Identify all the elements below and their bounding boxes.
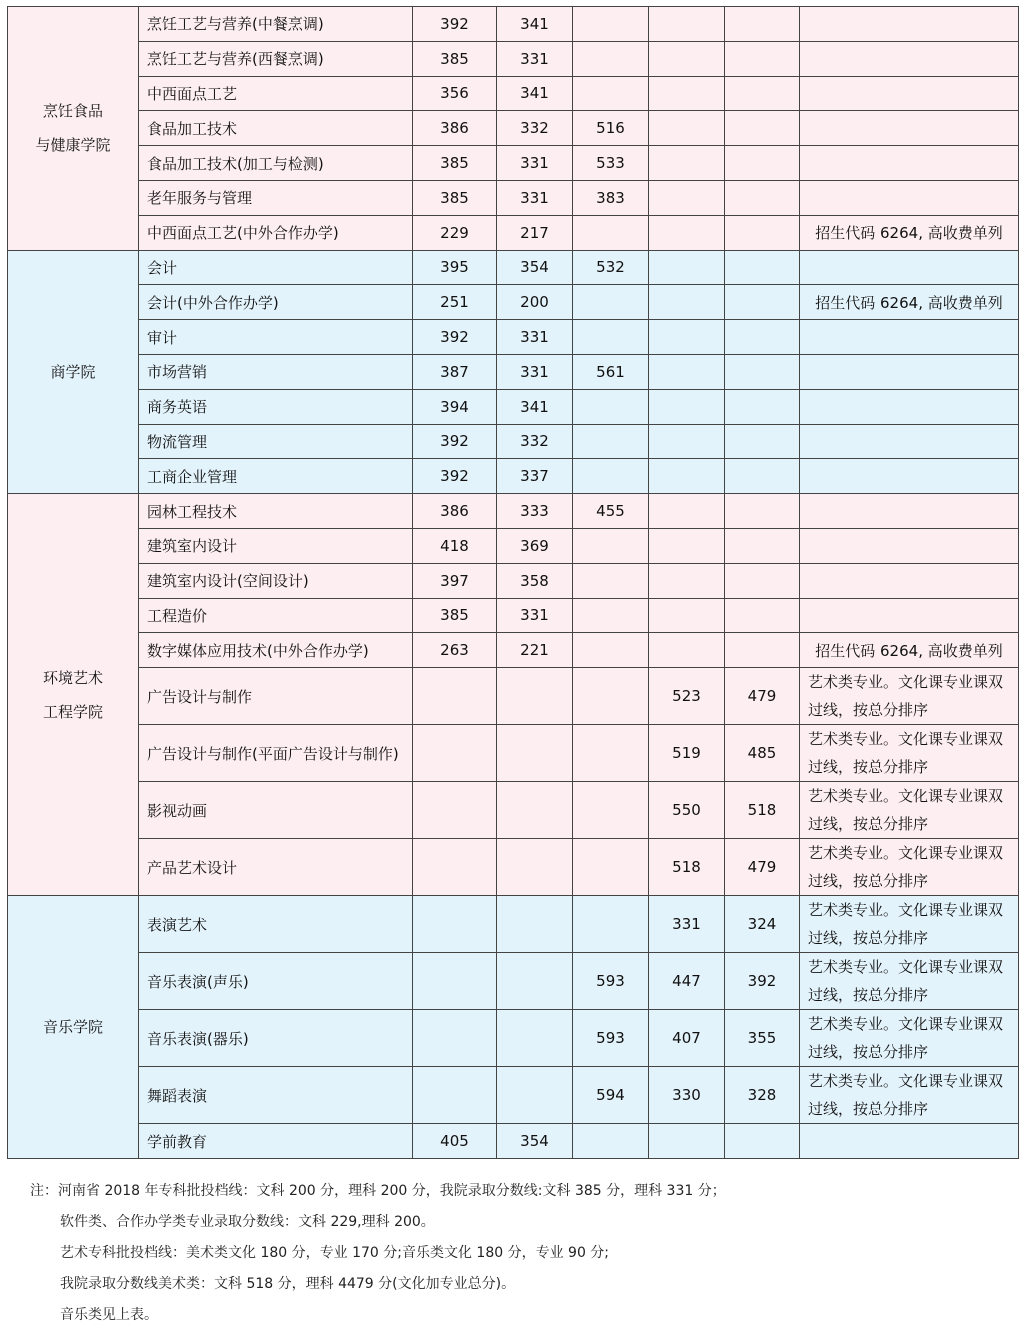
table-row [8, 354, 1019, 389]
score-wen: 229 [413, 215, 497, 250]
score-li: 369 [497, 528, 573, 563]
score-col3 [573, 1124, 649, 1159]
score-wen [413, 782, 497, 839]
score-li [497, 1067, 573, 1124]
major-name: 审计 [139, 320, 413, 355]
score-li [497, 725, 573, 782]
score-col5 [725, 494, 800, 529]
score-wen: 392 [413, 424, 497, 459]
remark [800, 7, 1019, 42]
remark [800, 563, 1019, 598]
score-li: 332 [497, 424, 573, 459]
table-row [8, 7, 1019, 42]
major-name: 广告设计与制作 [139, 668, 413, 725]
score-col4 [649, 494, 725, 529]
score-col3: 383 [573, 180, 649, 215]
major-name: 商务英语 [139, 389, 413, 424]
score-wen: 392 [413, 7, 497, 42]
score-col3 [573, 320, 649, 355]
score-col3 [573, 725, 649, 782]
table-row [8, 494, 1019, 529]
score-col5 [725, 528, 800, 563]
table-row [8, 41, 1019, 76]
table-row [8, 146, 1019, 181]
score-wen [413, 725, 497, 782]
score-li [497, 953, 573, 1010]
remark [800, 76, 1019, 111]
major-name: 会计 [139, 250, 413, 285]
remark [800, 41, 1019, 76]
table-row [8, 111, 1019, 146]
score-col4: 331 [649, 896, 725, 953]
remark: 艺术类专业。文化课专业课双过线，按总分排序 [800, 896, 1019, 953]
score-col5 [725, 598, 800, 633]
score-col3 [573, 782, 649, 839]
major-name: 学前教育 [139, 1124, 413, 1159]
score-col4: 330 [649, 1067, 725, 1124]
score-wen: 251 [413, 285, 497, 320]
score-col4 [649, 1124, 725, 1159]
major-name: 数字媒体应用技术(中外合作办学) [139, 633, 413, 668]
score-col4: 518 [649, 839, 725, 896]
score-wen: 387 [413, 354, 497, 389]
score-li: 333 [497, 494, 573, 529]
remark: 艺术类专业。文化课专业课双过线，按总分排序 [800, 782, 1019, 839]
remark [800, 389, 1019, 424]
score-col5 [725, 285, 800, 320]
major-name: 中西面点工艺(中外合作办学) [139, 215, 413, 250]
score-li [497, 668, 573, 725]
score-wen: 405 [413, 1124, 497, 1159]
score-col3 [573, 7, 649, 42]
score-col5 [725, 354, 800, 389]
major-name: 烹饪工艺与营养(中餐烹调) [139, 7, 413, 42]
remark [800, 320, 1019, 355]
score-col3 [573, 285, 649, 320]
table-row [8, 1124, 1019, 1159]
score-wen: 386 [413, 111, 497, 146]
score-li: 200 [497, 285, 573, 320]
note-line: 音乐类见上表。 [60, 1307, 158, 1323]
score-li: 332 [497, 111, 573, 146]
remark [800, 111, 1019, 146]
score-col4: 447 [649, 953, 725, 1010]
table-row [8, 782, 1019, 839]
remark: 艺术类专业。文化课专业课双过线，按总分排序 [800, 953, 1019, 1010]
score-col5 [725, 7, 800, 42]
major-name: 烹饪工艺与营养(西餐烹调) [139, 41, 413, 76]
remark [800, 146, 1019, 181]
score-col4 [649, 215, 725, 250]
score-col5 [725, 180, 800, 215]
score-col3: 561 [573, 354, 649, 389]
score-col4 [649, 111, 725, 146]
score-col3: 533 [573, 146, 649, 181]
table-row [8, 180, 1019, 215]
table-row [8, 320, 1019, 355]
table-row [8, 725, 1019, 782]
score-col5 [725, 1124, 800, 1159]
major-name: 中西面点工艺 [139, 76, 413, 111]
table-row [8, 839, 1019, 896]
remark [800, 528, 1019, 563]
score-col3 [573, 633, 649, 668]
score-col3 [573, 528, 649, 563]
score-col5 [725, 76, 800, 111]
score-wen: 385 [413, 180, 497, 215]
score-col3: 516 [573, 111, 649, 146]
score-col4 [649, 354, 725, 389]
major-name: 会计(中外合作办学) [139, 285, 413, 320]
score-col5 [725, 459, 800, 494]
score-wen [413, 1067, 497, 1124]
score-wen: 392 [413, 459, 497, 494]
score-li: 354 [497, 1124, 573, 1159]
major-name: 影视动画 [139, 782, 413, 839]
score-li: 217 [497, 215, 573, 250]
table-row [8, 285, 1019, 320]
score-col5: 355 [725, 1010, 800, 1067]
college-name: 音乐学院 [8, 896, 139, 1159]
major-name: 建筑室内设计(空间设计) [139, 563, 413, 598]
score-col4: 523 [649, 668, 725, 725]
score-col4 [649, 41, 725, 76]
score-col3 [573, 41, 649, 76]
score-col5: 324 [725, 896, 800, 953]
remark [800, 598, 1019, 633]
score-li: 331 [497, 146, 573, 181]
score-col3 [573, 76, 649, 111]
remark [800, 1124, 1019, 1159]
score-wen: 356 [413, 76, 497, 111]
score-wen: 385 [413, 41, 497, 76]
score-col5 [725, 424, 800, 459]
score-col4: 519 [649, 725, 725, 782]
table-row [8, 250, 1019, 285]
table-row [8, 1010, 1019, 1067]
score-li [497, 896, 573, 953]
score-col5 [725, 146, 800, 181]
score-col3: 594 [573, 1067, 649, 1124]
score-li: 331 [497, 180, 573, 215]
score-wen: 395 [413, 250, 497, 285]
score-li: 331 [497, 598, 573, 633]
table-row [8, 459, 1019, 494]
major-name: 物流管理 [139, 424, 413, 459]
remark [800, 250, 1019, 285]
table-row [8, 668, 1019, 725]
score-col4 [649, 424, 725, 459]
score-wen [413, 839, 497, 896]
score-col4 [649, 528, 725, 563]
major-name: 表演艺术 [139, 896, 413, 953]
major-name: 建筑室内设计 [139, 528, 413, 563]
score-li [497, 1010, 573, 1067]
score-col3 [573, 459, 649, 494]
remark [800, 424, 1019, 459]
score-col4 [649, 285, 725, 320]
score-wen [413, 1010, 497, 1067]
score-li: 358 [497, 563, 573, 598]
score-li: 331 [497, 320, 573, 355]
score-col4 [649, 250, 725, 285]
score-wen: 394 [413, 389, 497, 424]
score-wen: 397 [413, 563, 497, 598]
college-name: 烹饪食品 与健康学院 [8, 7, 139, 251]
major-name: 食品加工技术 [139, 111, 413, 146]
table-row [8, 1067, 1019, 1124]
score-li: 341 [497, 76, 573, 111]
table-body [8, 7, 1019, 1159]
note-line: 注：河南省 2018 年专科批投档线：文科 200 分，理科 200 分，我院录取分数线:文科 385 分，理科 331 分； [30, 1183, 726, 1199]
score-wen [413, 896, 497, 953]
remark: 招生代码 6264, 高收费单列 [800, 285, 1019, 320]
score-wen [413, 668, 497, 725]
score-li: 221 [497, 633, 573, 668]
score-col5: 328 [725, 1067, 800, 1124]
remark: 招生代码 6264, 高收费单列 [800, 215, 1019, 250]
score-col4: 550 [649, 782, 725, 839]
score-col3 [573, 424, 649, 459]
college-name: 环境艺术 工程学院 [8, 494, 139, 896]
score-col4 [649, 389, 725, 424]
score-col3 [573, 598, 649, 633]
score-wen: 418 [413, 528, 497, 563]
score-col3 [573, 668, 649, 725]
table-row [8, 215, 1019, 250]
score-wen: 385 [413, 146, 497, 181]
major-name: 音乐表演(器乐) [139, 1010, 413, 1067]
score-col3: 532 [573, 250, 649, 285]
score-li: 341 [497, 389, 573, 424]
score-li [497, 782, 573, 839]
remark: 艺术类专业。文化课专业课双过线，按总分排序 [800, 1010, 1019, 1067]
score-col5: 518 [725, 782, 800, 839]
score-col5 [725, 389, 800, 424]
score-li: 341 [497, 7, 573, 42]
score-li: 331 [497, 41, 573, 76]
score-col3 [573, 896, 649, 953]
major-name: 老年服务与管理 [139, 180, 413, 215]
score-col5 [725, 215, 800, 250]
score-col4 [649, 7, 725, 42]
score-col4: 407 [649, 1010, 725, 1067]
major-name: 市场营销 [139, 354, 413, 389]
admission-score-table [7, 6, 1019, 1159]
score-li: 354 [497, 250, 573, 285]
major-name: 产品艺术设计 [139, 839, 413, 896]
table-row [8, 528, 1019, 563]
score-col4 [649, 76, 725, 111]
score-col5: 485 [725, 725, 800, 782]
table-row [8, 76, 1019, 111]
score-li: 331 [497, 354, 573, 389]
score-col5: 392 [725, 953, 800, 1010]
remark [800, 180, 1019, 215]
score-col3 [573, 389, 649, 424]
college-name: 商学院 [8, 250, 139, 494]
score-col3 [573, 563, 649, 598]
score-col4 [649, 598, 725, 633]
table-row [8, 896, 1019, 953]
score-col4 [649, 459, 725, 494]
major-name: 音乐表演(声乐) [139, 953, 413, 1010]
score-col3: 593 [573, 953, 649, 1010]
note-line: 艺术专科批投档线：美术类文化 180 分，专业 170 分;音乐类文化 180 分，专业 90 分; [60, 1245, 610, 1261]
score-col5 [725, 320, 800, 355]
major-name: 工程造价 [139, 598, 413, 633]
score-col3 [573, 215, 649, 250]
table-row [8, 424, 1019, 459]
table-row [8, 389, 1019, 424]
score-col4 [649, 633, 725, 668]
remark: 招生代码 6264, 高收费单列 [800, 633, 1019, 668]
remark: 艺术类专业。文化课专业课双过线，按总分排序 [800, 1067, 1019, 1124]
major-name: 广告设计与制作(平面广告设计与制作) [139, 725, 413, 782]
score-wen: 386 [413, 494, 497, 529]
note-line: 软件类、合作办学类专业录取分数线：文科 229,理科 200。 [60, 1214, 435, 1230]
remark [800, 459, 1019, 494]
score-col4 [649, 180, 725, 215]
score-wen [413, 953, 497, 1010]
score-col3: 455 [573, 494, 649, 529]
score-wen: 392 [413, 320, 497, 355]
score-col5 [725, 41, 800, 76]
score-col5: 479 [725, 839, 800, 896]
score-col5 [725, 111, 800, 146]
score-wen: 385 [413, 598, 497, 633]
major-name: 食品加工技术(加工与检测) [139, 146, 413, 181]
score-col5 [725, 633, 800, 668]
score-col4 [649, 146, 725, 181]
table-row [8, 563, 1019, 598]
table-row [8, 633, 1019, 668]
note-line: 我院录取分数线美术类：文科 518 分，理科 4479 分(文化加专业总分)。 [60, 1276, 516, 1292]
remark [800, 494, 1019, 529]
score-col3: 593 [573, 1010, 649, 1067]
score-li: 337 [497, 459, 573, 494]
score-li [497, 839, 573, 896]
score-col5 [725, 250, 800, 285]
major-name: 舞蹈表演 [139, 1067, 413, 1124]
score-col5: 479 [725, 668, 800, 725]
score-col4 [649, 563, 725, 598]
score-col5 [725, 563, 800, 598]
remark: 艺术类专业。文化课专业课双过线，按总分排序 [800, 725, 1019, 782]
remark [800, 354, 1019, 389]
remark: 艺术类专业。文化课专业课双过线，按总分排序 [800, 839, 1019, 896]
score-wen: 263 [413, 633, 497, 668]
score-col4 [649, 320, 725, 355]
score-col3 [573, 839, 649, 896]
major-name: 园林工程技术 [139, 494, 413, 529]
remark: 艺术类专业。文化课专业课双过线，按总分排序 [800, 668, 1019, 725]
table-row [8, 598, 1019, 633]
major-name: 工商企业管理 [139, 459, 413, 494]
table-row [8, 953, 1019, 1010]
